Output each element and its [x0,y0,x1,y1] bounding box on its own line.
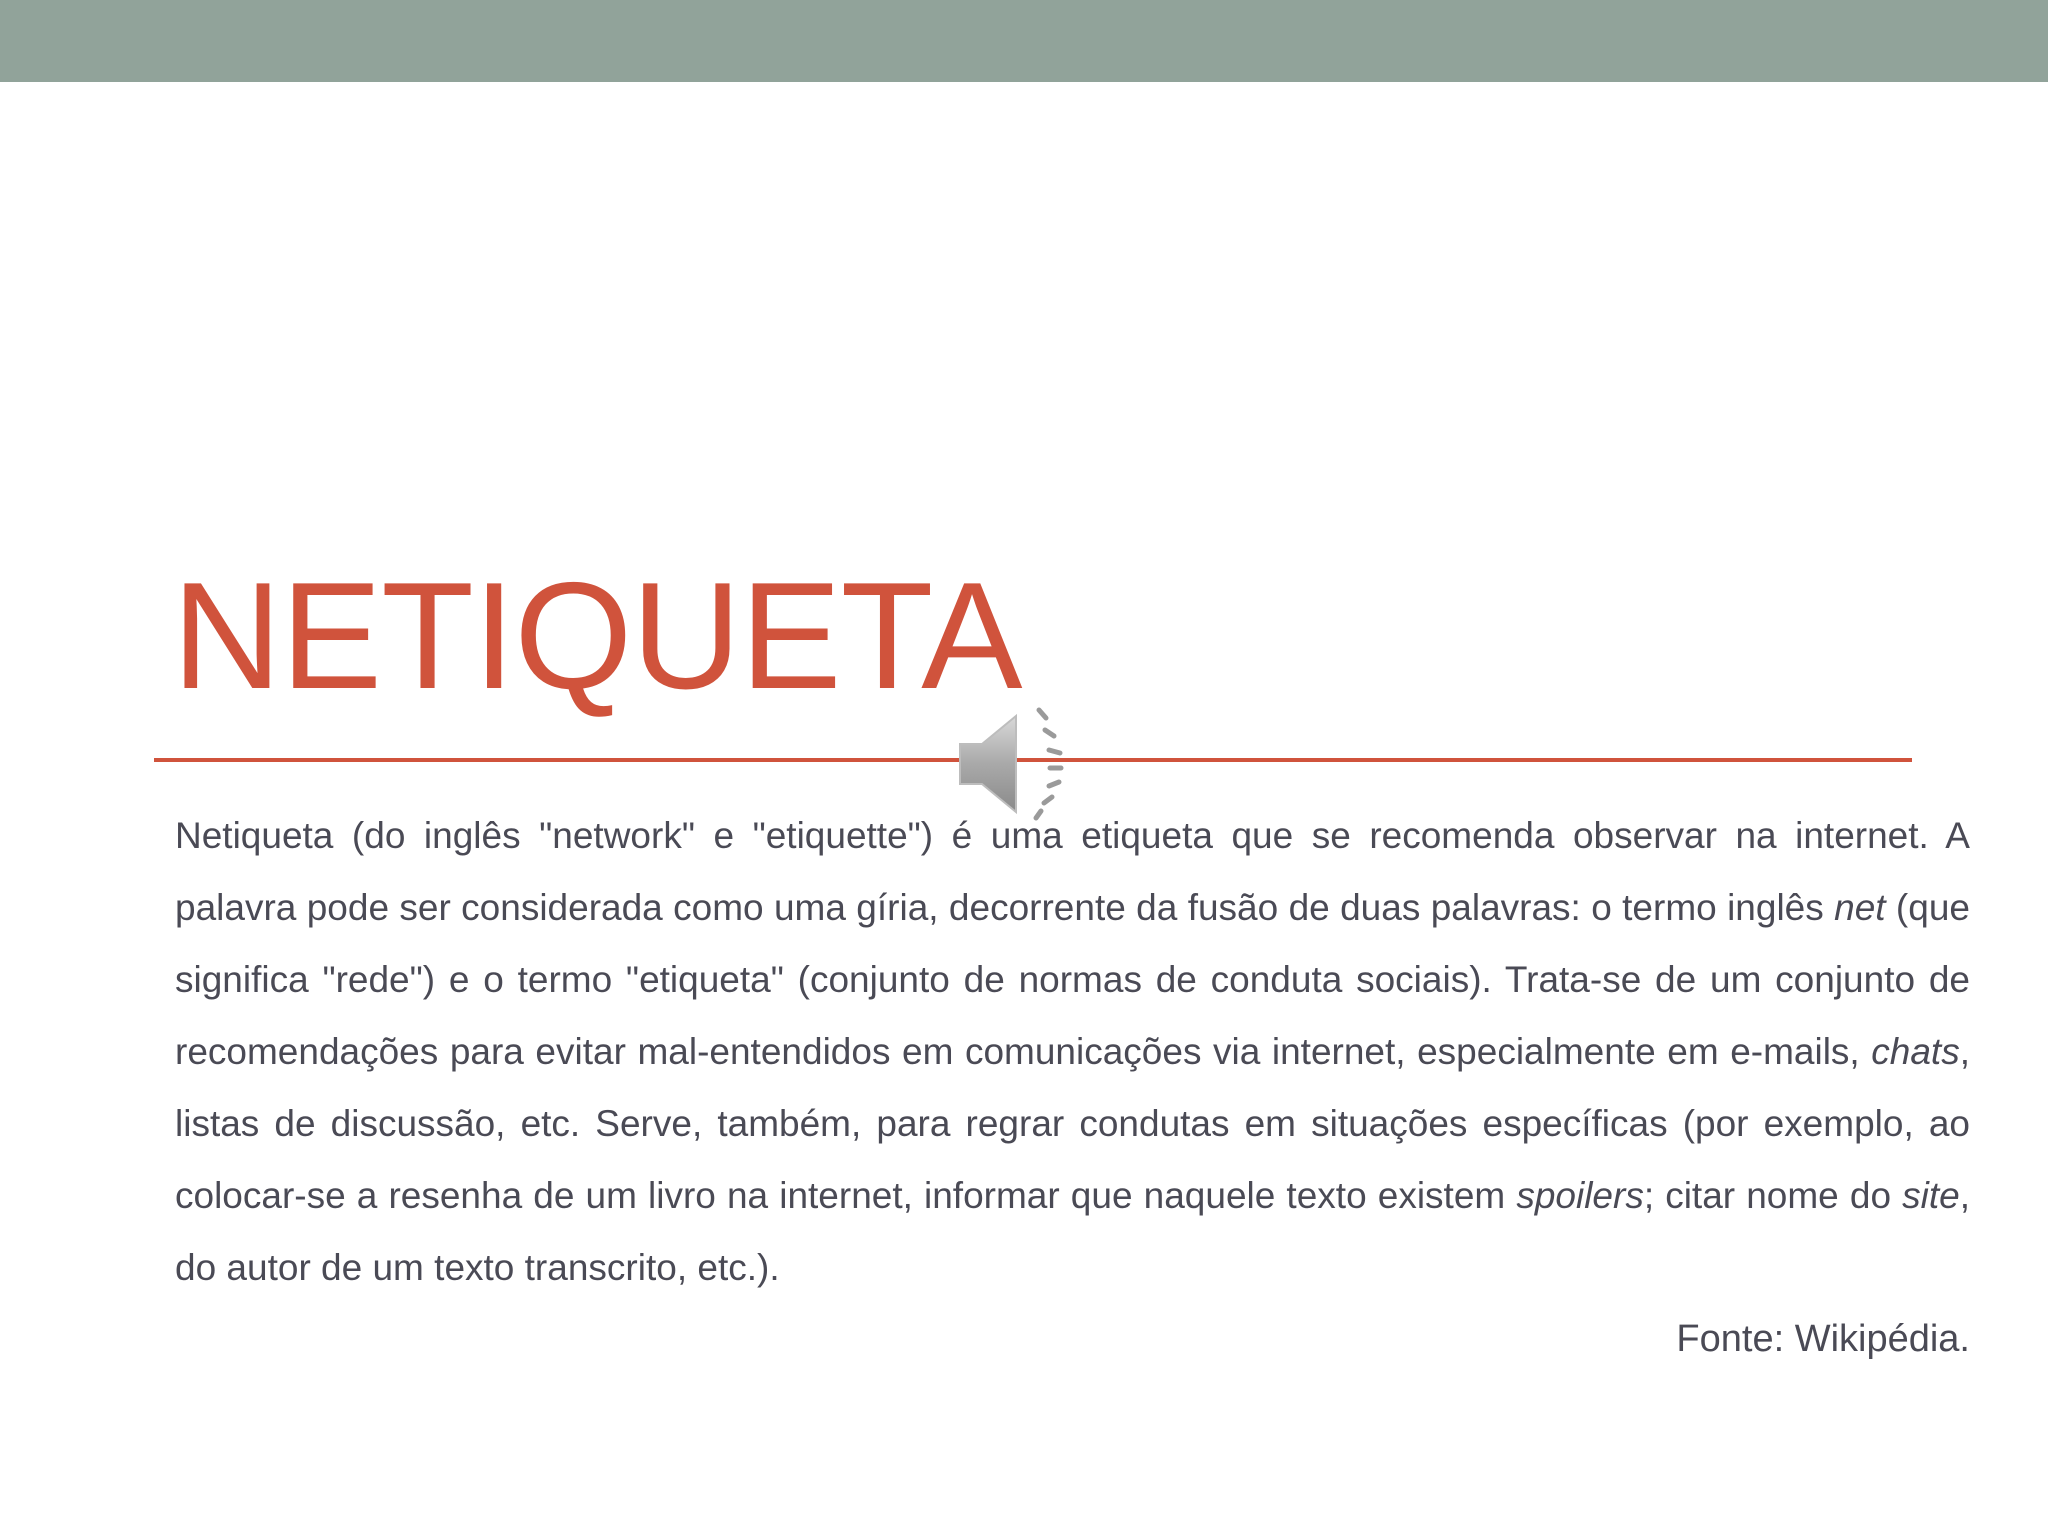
italic-term-site: site [1902,1175,1960,1216]
body-paragraph [175,800,1970,1304]
paragraph-text: , do autor de um texto transcrito, etc.). [175,1175,1970,1288]
paragraph-text: ; citar nome do [1643,1175,1903,1216]
paragraph-text: , listas de discussão, etc. Serve, também, para regrar condutas em situações específicas (por exemplo, ao colocar-se a resenha de um livro na internet, informar que naquele texto existem [175,1031,1970,1216]
paragraph-text: Netiqueta (do inglês "network" e "etiquette") é uma etiqueta que se recomenda observar na internet. A palavra pode ser considerada como uma gíria, decorrente da fusão de duas palavras: o termo inglês [175,815,1970,928]
italic-term-chats: chats [1871,1031,1960,1072]
italic-term-spoilers: spoilers [1516,1175,1644,1216]
slide-title: NETIQUETA [172,551,1022,721]
source-citation: Fonte: Wikipédia. [1676,1318,1970,1360]
top-band [0,0,2048,82]
paragraph-text: (que significa "rede") e o termo "etiqueta" (conjunto de normas de conduta sociais). Trata-se de um conjunto de recomendações para evitar mal-entendidos em comunicações via internet, especialmente em e-mails, [175,887,1970,1072]
italic-term-net: net [1834,887,1886,928]
